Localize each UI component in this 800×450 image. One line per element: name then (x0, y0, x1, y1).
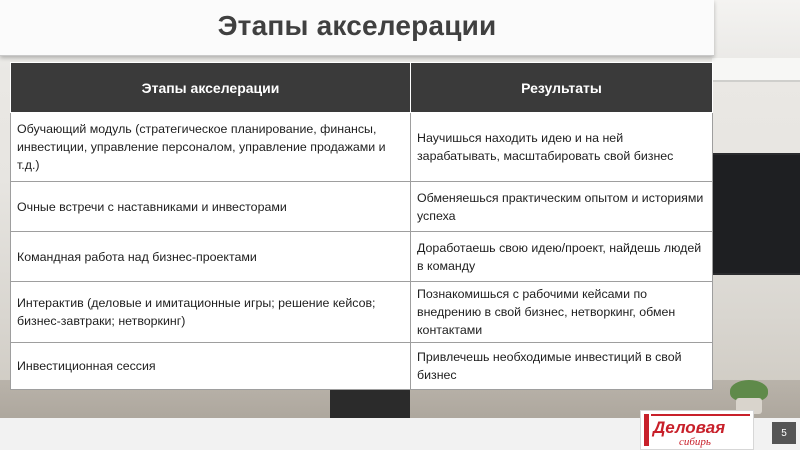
stage-cell: Интерактив (деловые и имитационные игры; решение кейсов; бизнес-завтраки; нетворкинг) (11, 282, 411, 343)
result-cell: Обменяешься практическим опытом и историями успеха (411, 182, 713, 232)
table-row (11, 232, 713, 282)
wall-screen (712, 155, 800, 273)
table-row (11, 113, 713, 182)
air-conditioner (712, 58, 800, 82)
header-results: Результаты (411, 63, 713, 113)
table-row (11, 343, 713, 390)
table-header-row (11, 63, 713, 113)
title-bar (0, 0, 714, 56)
header-stages: Этапы акселерации (11, 63, 411, 113)
stage-cell: Очные встречи с наставниками и инвесторами (11, 182, 411, 232)
result-cell: Привлечешь необходимые инвестиций в свой бизнес (411, 343, 713, 390)
slide-title: Этапы акселерации (217, 10, 497, 41)
svg-text:Деловая: Деловая (653, 418, 726, 437)
acceleration-stages-table (10, 62, 713, 390)
logo-graphic (641, 411, 753, 449)
result-cell: Познакомишься с рабочими кейсами по внедрению в свой бизнес, нетворкинг, обмен контактами (411, 282, 713, 343)
table-row (11, 182, 713, 232)
result-cell: Научишься находить идею и на ней зарабатывать, масштабировать свой бизнес (411, 113, 713, 182)
stage-cell: Командная работа над бизнес-проектами (11, 232, 411, 282)
delovaya-sibir-logo (640, 410, 754, 450)
stage-cell: Обучающий модуль (стратегическое планирование, финансы, инвестиции, управление персоналом, управление продажами и т.д.) (11, 113, 411, 182)
result-cell: Доработаешь свою идею/проект, найдешь людей в команду (411, 232, 713, 282)
stage-cell: Инвестиционная сессия (11, 343, 411, 390)
page-number: 5 (772, 422, 796, 444)
table-row (11, 282, 713, 343)
svg-text:сибирь: сибирь (679, 436, 711, 448)
